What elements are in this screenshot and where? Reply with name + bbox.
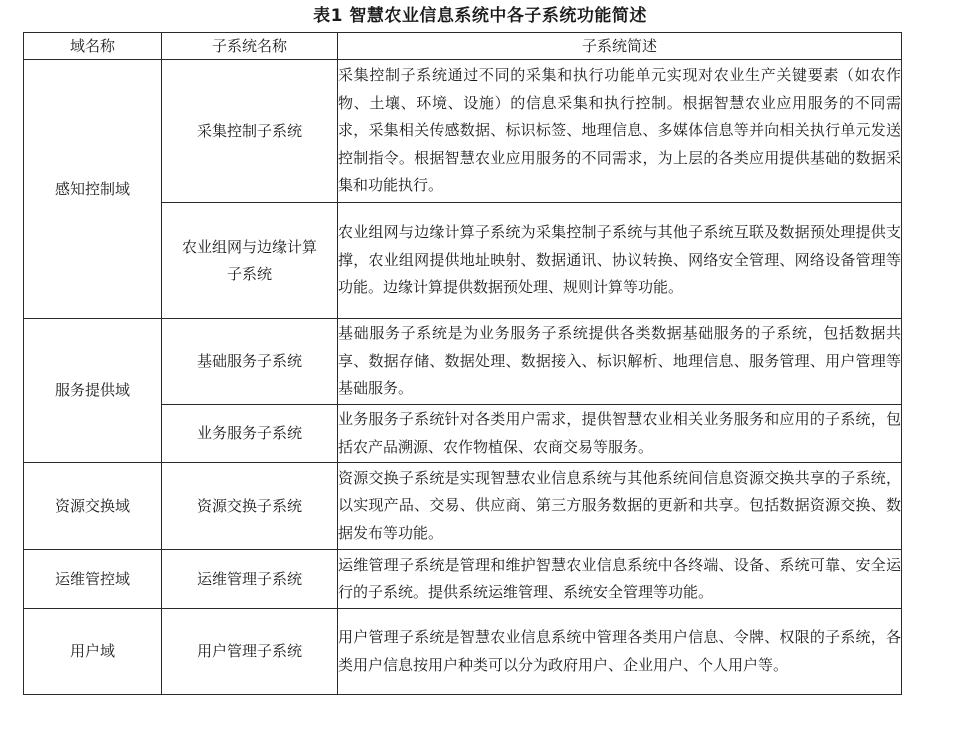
table-header-row bbox=[24, 33, 902, 60]
subsystem-name-line: 农业组网与边缘计算 bbox=[181, 237, 317, 256]
description-cell: 采集控制子系统通过不同的采集和执行功能单元实现对农业生产关键要素（如农作物、土壤、环境、设施）的信息采集和执行控制。根据智慧农业应用服务的不同需求，采集相关传感数据、标识标签、地理信息、多媒体信息等并向相关执行单元发送控制指令。根据智慧农业应用服务的不同需求，为上层的各类应用提供基础的数据采集和功能执行。 bbox=[338, 60, 902, 203]
subsystem-cell: 运维管理子系统 bbox=[162, 550, 338, 609]
table-row bbox=[24, 550, 902, 609]
description-cell: 资源交换子系统是实现智慧农业信息系统与其他系统间信息资源交换共享的子系统，以实现产品、交易、供应商、第三方服务数据的更新和共享。包括数据资源交换、数据发布等功能。 bbox=[338, 463, 902, 550]
description-cell: 业务服务子系统针对各类用户需求，提供智慧农业相关业务服务和应用的子系统，包括农产品溯源、农作物植保、农商交易等服务。 bbox=[338, 405, 902, 463]
subsystem-cell bbox=[162, 203, 338, 319]
domain-cell-service: 服务提供域 bbox=[24, 319, 162, 463]
table-row bbox=[24, 463, 902, 550]
description-cell: 运维管理子系统是管理和维护智慧农业信息系统中各终端、设备、系统可靠、安全运行的子系统。提供系统运维管理、系统安全管理等功能。 bbox=[338, 550, 902, 609]
description-cell: 基础服务子系统是为业务服务子系统提供各类数据基础服务的子系统，包括数据共享、数据存储、数据处理、数据接入、标识解析、地理信息、服务管理、用户管理等基础服务。 bbox=[338, 319, 902, 405]
domain-cell-user: 用户域 bbox=[24, 609, 162, 695]
table-row bbox=[24, 60, 902, 203]
subsystem-cell: 资源交换子系统 bbox=[162, 463, 338, 550]
table-row bbox=[24, 609, 902, 695]
subsystem-cell: 采集控制子系统 bbox=[162, 60, 338, 203]
description-cell: 农业组网与边缘计算子系统为采集控制子系统与其他子系统互联及数据预处理提供支撑，农业组网提供地址映射、数据通讯、协议转换、网络安全管理、网络设备管理等功能。边缘计算提供数据预处理、规则计算等功能。 bbox=[338, 203, 902, 319]
domain-cell-perception: 感知控制域 bbox=[24, 60, 162, 319]
subsystem-name-line: 子系统 bbox=[226, 264, 272, 283]
header-subsystem: 子系统名称 bbox=[162, 33, 338, 60]
table-caption: 表1 智慧农业信息系统中各子系统功能简述 bbox=[313, 6, 647, 26]
domain-cell-operations: 运维管控域 bbox=[24, 550, 162, 609]
description-cell: 用户管理子系统是智慧农业信息系统中管理各类用户信息、令牌、权限的子系统，各类用户信息按用户种类可以分为政府用户、企业用户、个人用户等。 bbox=[338, 609, 902, 695]
header-description: 子系统简述 bbox=[338, 33, 902, 60]
subsystem-cell: 业务服务子系统 bbox=[162, 405, 338, 463]
header-domain: 域名称 bbox=[24, 33, 162, 60]
subsystem-cell: 用户管理子系统 bbox=[162, 609, 338, 695]
subsystem-cell: 基础服务子系统 bbox=[162, 319, 338, 405]
table-row bbox=[24, 319, 902, 405]
subsystem-table bbox=[23, 32, 902, 695]
domain-cell-exchange: 资源交换域 bbox=[24, 463, 162, 550]
